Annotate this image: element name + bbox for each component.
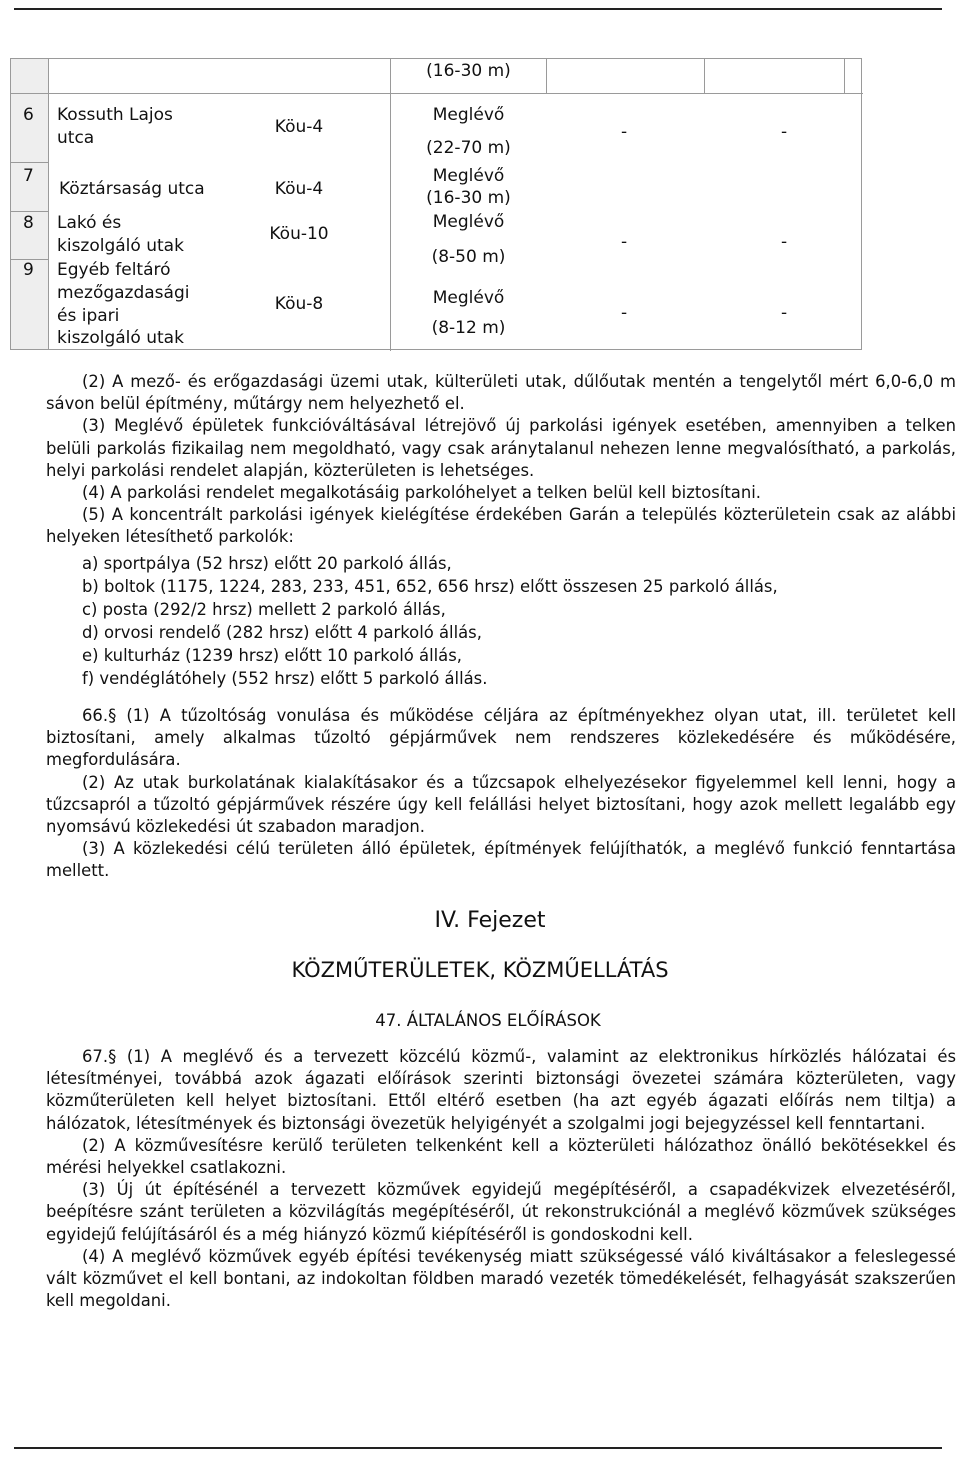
street-name: és ipari	[57, 306, 120, 326]
paragraph: (2) Az utak burkolatának kialakításakor és a tűzcsapok elhelyezésekor figyelemmel kell lenni, hogy a tűzcsapról a tűzoltó gépjárművek részére úgy kell felállási helyet biztosítani, hogy azok mellett legalább egy nyomsávú közlekedési út szabadon maradjon.	[46, 772, 956, 837]
paragraph: (3) Meglévő épületek funkcióváltásával létrejövő új parkolási igények esetében, amennyiben a telken belüli parkolás fizikailag nem megoldható, vagy csak aránytalanul nehezen lenne megvalósítható, a parkolás, helyi parkolási rendelet alapján, közterületen is lehetséges.	[46, 416, 956, 480]
parking-list	[82, 553, 778, 690]
section-66	[46, 705, 956, 883]
dash-cell: -	[621, 303, 628, 323]
section-67	[46, 1046, 956, 1312]
table-cell: (16-30 m)	[426, 61, 511, 81]
paragraph: (2) A mező- és erőgazdasági üzemi utak, külterületi utak, dűlőutak mentén a tengelytől mért 6,0-6,0 m sávon belül építmény, műtárgy nem helyezhető el.	[46, 372, 956, 414]
road-code: Köu-4	[274, 179, 324, 199]
column-divider	[546, 59, 547, 93]
paragraph: (5) A koncentrált parkolási igények kielégítése érdekében Garán a település közterületein csak az alábbi helyeken létesíthető parkolók:	[46, 505, 956, 547]
dash-cell: -	[781, 122, 788, 142]
list-item: b) boltok (1175, 1224, 283, 233, 451, 652, 656 hrsz) előtt összesen 25 parkoló állás,	[82, 576, 778, 596]
street-name: kiszolgáló utak	[57, 236, 184, 256]
row-divider	[11, 162, 49, 163]
dash-cell: -	[621, 122, 628, 142]
chapter-title: KÖZMŰTERÜLETEK, KÖZMŰELLÁTÁS	[291, 958, 669, 982]
footer-rule	[14, 1447, 942, 1449]
road-code: Köu-8	[274, 294, 324, 314]
paragraph: 66.§ (1) A tűzoltóság vonulása és működése céljára az építményekhez olyan utat, ill. területet kell biztosítani, amely alkalmas tűzoltó gépjárművek nem rendszeres közlekedésére és működésére, megfordulására.	[46, 706, 956, 770]
street-name: Kossuth Lajos	[57, 105, 173, 125]
paragraph: (3) A közlekedési célú területen álló épületek, építmények felújíthatók, a meglévő funkció fenntartása mellett.	[46, 839, 956, 881]
row-number: 8	[23, 213, 34, 233]
street-name: utca	[57, 128, 95, 148]
road-table	[10, 58, 862, 350]
section-title: 47. ÁLTALÁNOS ELŐÍRÁSOK	[375, 1011, 601, 1030]
list-item: d) orvosi rendelő (282 hrsz) előtt 4 parkoló állás,	[82, 622, 482, 642]
road-status: Meglévő	[432, 105, 505, 125]
road-width: (22-70 m)	[426, 138, 511, 158]
road-width: (8-50 m)	[431, 247, 506, 267]
list-item: e) kulturház (1239 hrsz) előtt 10 parkoló állás,	[82, 645, 462, 665]
street-name: mezőgazdasági	[57, 283, 190, 303]
street-name: kiszolgáló utak	[57, 328, 184, 348]
paragraph: (2) A közművesítésre kerülő területen telkenként kell a közterületi hálózathoz önálló bekötésekkel és mérési helyekkel csatlakozni.	[46, 1135, 956, 1178]
paragraph: (3) Új út építésénél a tervezett közművek egyidejű megépítéséről, a csapadékvizek elvezetéséről, beépítésre szánt területen a közvilágítás megépítéséről, út rekonstrukciónál a meglévő közművek szükséges egyidejű felújításáról és a még hiányzó közmű kiépítéséről is gondoskodni kell.	[46, 1180, 956, 1244]
road-code: Köu-10	[269, 224, 329, 244]
header-rule	[14, 8, 942, 10]
dash-cell: -	[781, 232, 788, 252]
road-width: (8-12 m)	[431, 318, 506, 338]
road-code: Köu-4	[274, 117, 324, 137]
paragraph: (4) A meglévő közművek egyéb építési tevékenység miatt szükségessé váló kiváltásakor a feleslegessé vált közművet el kell bontani, az indokoltan földben maradó vezeték tömedékelését, felhagyását szakszerűen kell megoldani.	[46, 1246, 956, 1311]
road-status: Meglévő	[432, 212, 505, 232]
list-item: f) vendéglátóhely (552 hrsz) előtt 5 parkoló állás.	[82, 668, 488, 688]
road-status: Meglévő	[432, 166, 505, 186]
number-column	[11, 59, 49, 349]
paragraph: (4) A parkolási rendelet megalkotásáig parkolóhelyet a telken belül kell biztosítani.	[82, 483, 761, 503]
row-number: 9	[23, 260, 34, 280]
column-divider	[704, 59, 705, 93]
dash-cell: -	[781, 303, 788, 323]
parking-rules	[46, 371, 956, 549]
street-name: Köztársaság utca	[59, 179, 205, 199]
paragraph: 67.§ (1) A meglévő és a tervezett közcélú közmű-, valamint az elektronikus hírközlés hálózatai és létesítményei, továbbá azok ágazati előírások szerinti biztonsági övezetei számára közterületen, vagy közműterületen kell helyet biztosítani. Ettől eltérő esetben (ha azt egyéb ágazati előírás nem tiltja) a hálózatok, létesítmények és biztonsági övezetük helyigényét a szolgalmi jogi bejegyzéssel kell fenntartani.	[46, 1047, 956, 1133]
dash-cell: -	[621, 232, 628, 252]
road-status: Meglévő	[432, 288, 505, 308]
row-number: 6	[23, 105, 34, 125]
row-divider	[11, 93, 863, 94]
column-divider	[844, 59, 845, 93]
street-name: Lakó és	[57, 213, 122, 233]
list-item: c) posta (292/2 hrsz) mellett 2 parkoló állás,	[82, 599, 446, 619]
row-number: 7	[23, 166, 34, 186]
street-name: Egyéb feltáró	[57, 260, 171, 280]
road-width: (16-30 m)	[426, 188, 511, 208]
chapter-number: IV. Fejezet	[434, 908, 546, 933]
list-item: a) sportpálya (52 hrsz) előtt 20 parkoló állás,	[82, 554, 452, 573]
